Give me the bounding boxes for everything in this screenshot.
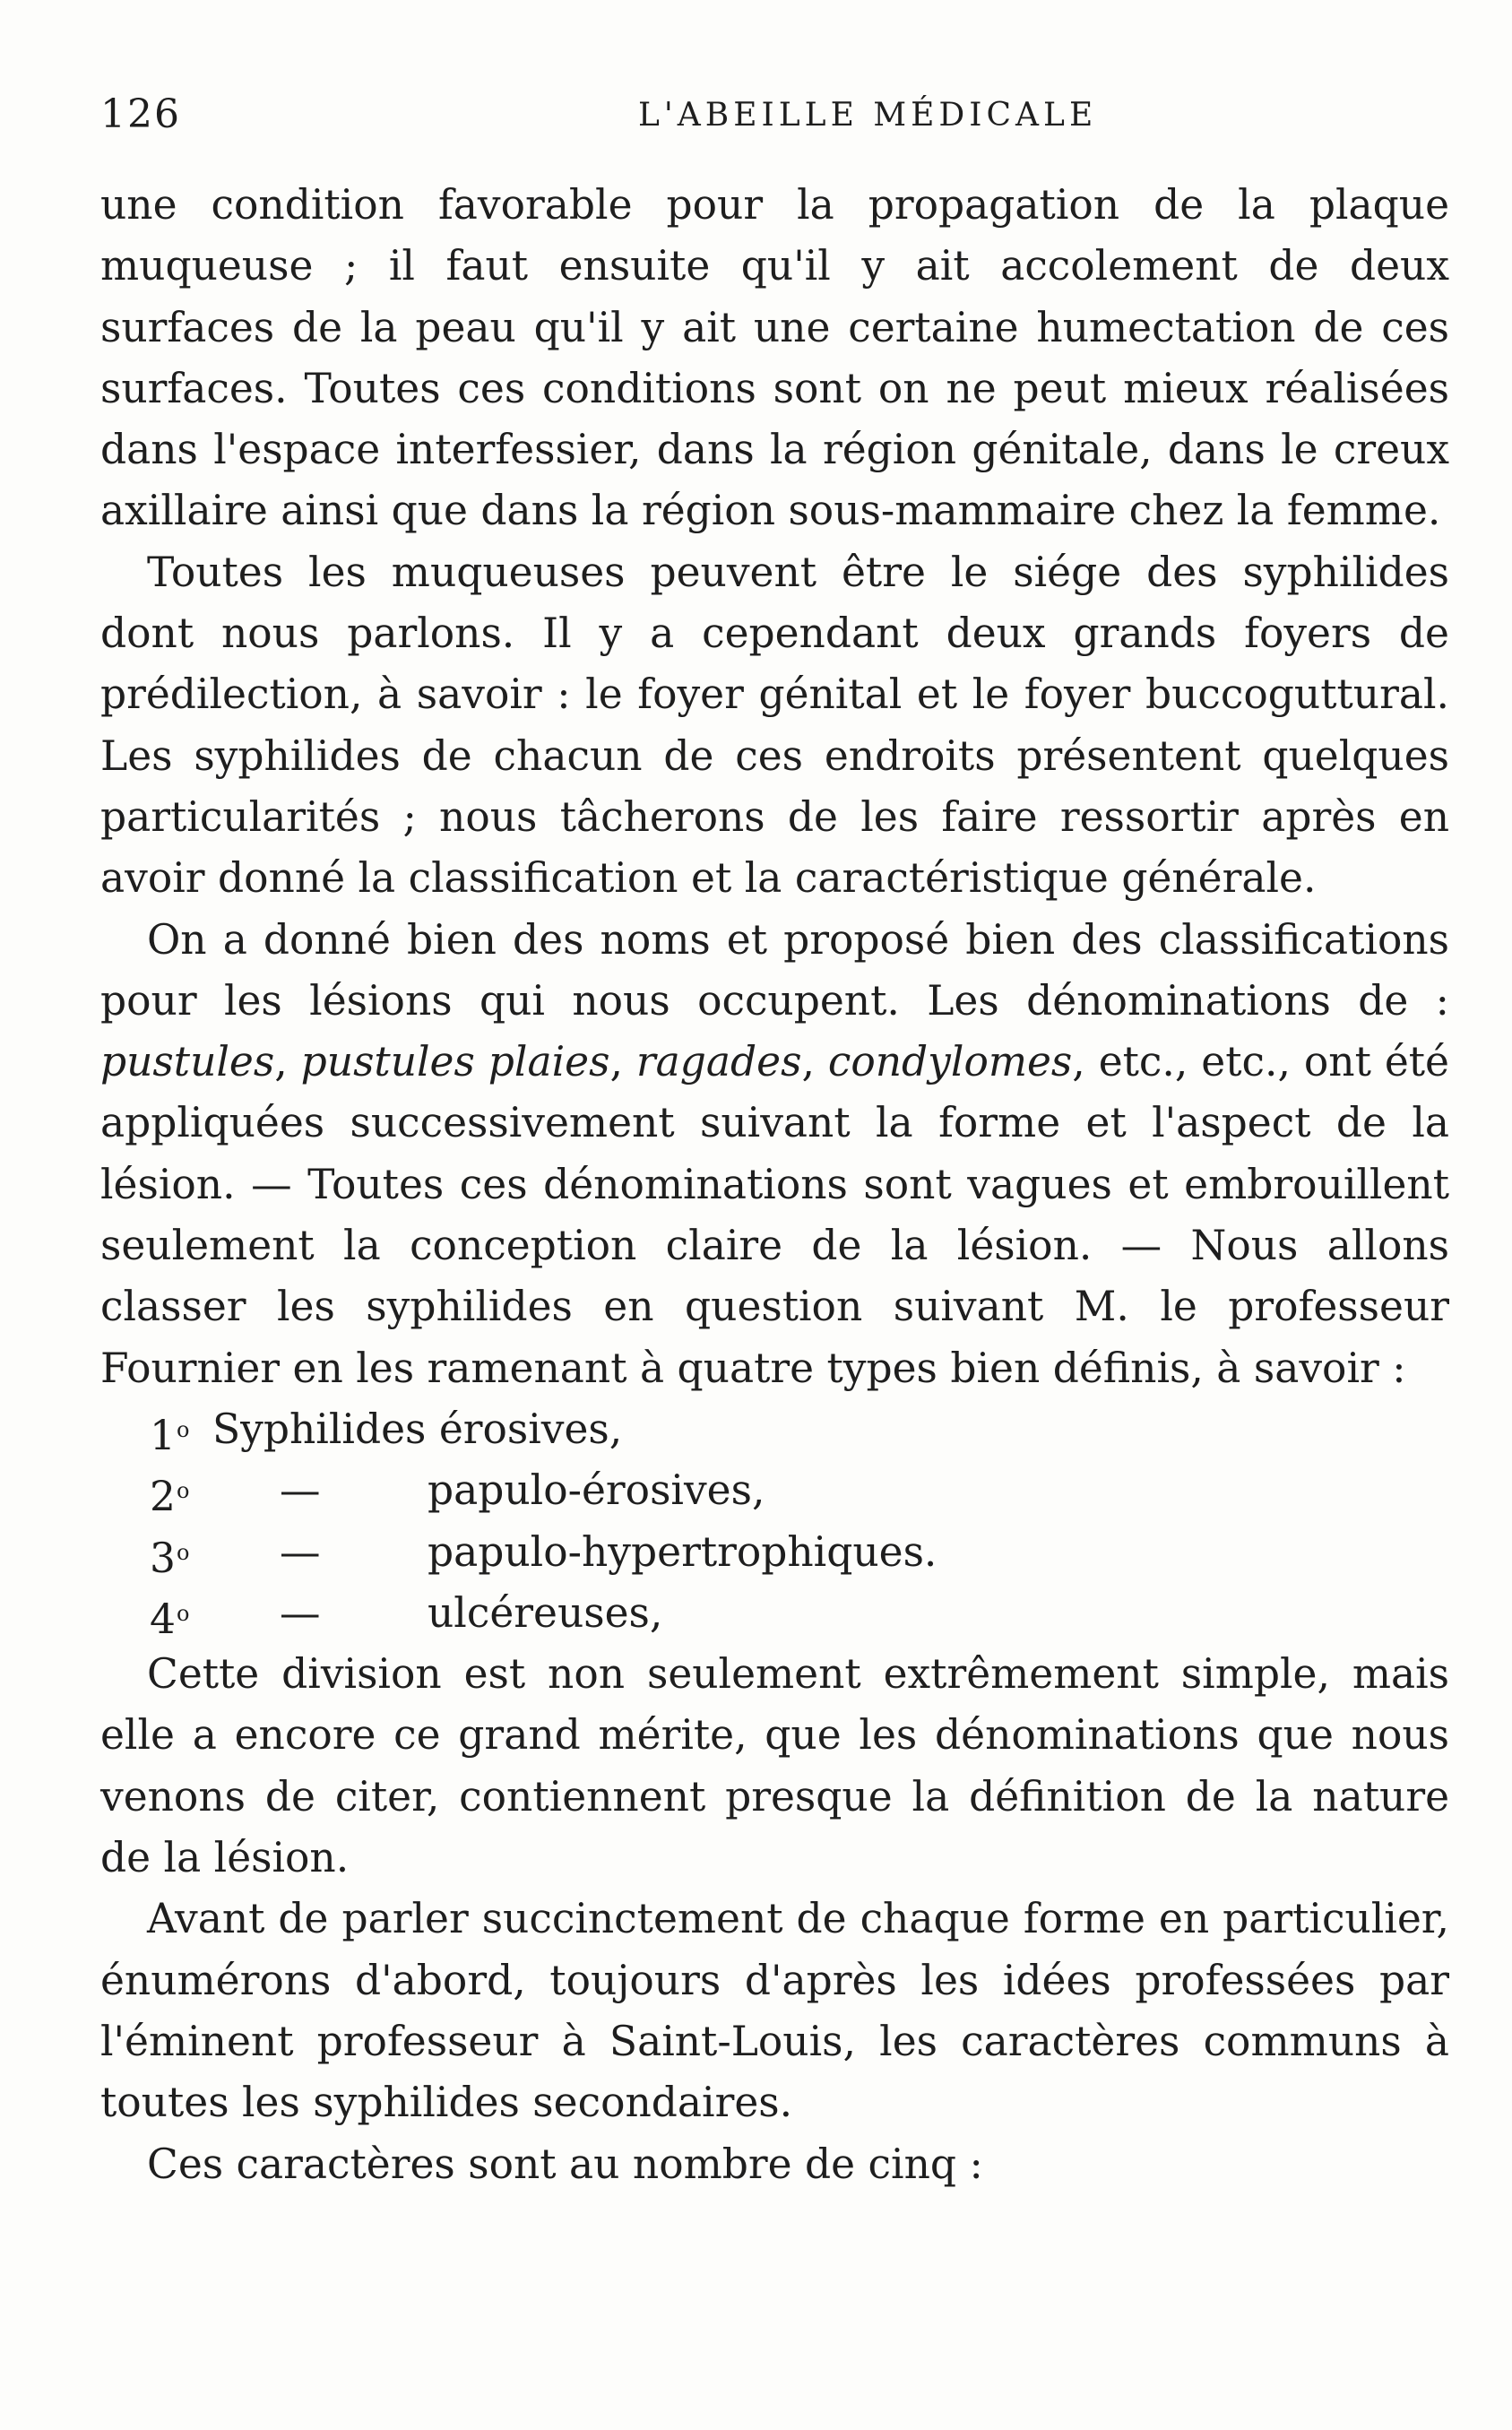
types-list	[100, 1399, 1449, 1644]
list-text: ulcéreuses,	[428, 1588, 663, 1637]
term-condylomes: condylomes	[827, 1038, 1073, 1086]
paragraph-6: Ces caractères sont au nombre de cinq :	[147, 2140, 983, 2188]
list-text: papulo-hypertrophiques.	[428, 1527, 937, 1576]
running-title: L'ABEILLE MÉDICALE	[638, 97, 1098, 134]
paragraph-1: une condition favorable pour la propagation de la plaque muqueuse ; il faut ensuite qu'il y ait accolement de deux surfaces de la peau qu'il y ait une certaine humectation de ces surfaces. Toutes ces conditions sont on ne peut mieux réalisées dans l'espace interfessier, dans la région génitale, dans le creux axillaire ainsi que dans la région sous-mammaire chez la femme.	[100, 181, 1449, 535]
list-item	[100, 1522, 1449, 1583]
page-body	[100, 175, 1449, 2195]
paragraph-5: Avant de parler succinctement de chaque forme en particulier, énumérons d'abord, toujours d'après les idées professées par l'éminent professeur à Saint-Louis, les caractères communs à toutes les syphilides secondaires.	[100, 1895, 1449, 2127]
paragraph-3-start: On a donné bien des noms et proposé bien des classifications pour les lésions qui nous occupent. Les dénominations de :	[100, 915, 1449, 1025]
list-number: 2$^o$	[150, 1473, 190, 1521]
list-item	[100, 1583, 1449, 1644]
list-text: papulo-érosives,	[428, 1466, 765, 1515]
page-header	[100, 91, 1445, 145]
paragraph-4: Cette division est non seulement extrêmement simple, mais elle a encore ce grand mérite, que les dénominations que nous venons de citer, contiennent presque la définition de la nature de la lésion.	[100, 1650, 1449, 1882]
list-dash: —	[280, 1466, 321, 1515]
list-item	[100, 1399, 1449, 1460]
list-number: 3$^o$	[150, 1534, 190, 1582]
list-dash: —	[280, 1588, 321, 1637]
list-number: 4$^o$	[150, 1595, 190, 1643]
paragraph-2: Toutes les muqueuses peuvent être le siége des syphilides dont nous parlons. Il y a cependant deux grands foyers de prédilection, à savoir : le foyer génital et le foyer buccoguttural. Les syphilides de chacun de ces endroits présentent quelques particularités ; nous tâcherons de les faire ressortir après en avoir donné la classification et la caractéristique générale.	[100, 548, 1449, 903]
list-text: Syphilides érosives,	[212, 1405, 623, 1453]
page-number: 126	[100, 91, 181, 137]
paragraph-3-end: etc., etc., ont été appliquées successivement suivant la forme et l'aspect de la lésion. — Toutes ces dénominations sont vagues et embrouillent seulement la conception claire de la lésion. — Nous allons classer les syphilides en question suivant M. le professeur Fournier en les ramenant à quatre types bien définis, à savoir :	[100, 1038, 1449, 1392]
term-ragades: ragades	[635, 1038, 802, 1086]
term-pustules-plaies: pustules plaies	[300, 1038, 610, 1086]
list-dash: —	[280, 1527, 321, 1576]
term-pustules: pustules	[100, 1038, 275, 1086]
paragraph-3: On a donné bien des noms et proposé bien des classifications pour les lésions qui nous occupent. Les dénominations de : pustules, pustules plaies, ragades, condylomes, etc., etc., ont été appliquées successivement suivant la forme et l'aspect de la lésion. — Toutes ces dénominations sont vagues et embrouillent seulement la conception claire de la lésion. — Nous allons classer les syphilides en question suivant M. le professeur Fournier en les ramenant à quatre types bien définis, à savoir :	[100, 915, 1449, 1392]
list-number: 1$^o$	[150, 1411, 190, 1459]
list-item	[100, 1460, 1449, 1521]
